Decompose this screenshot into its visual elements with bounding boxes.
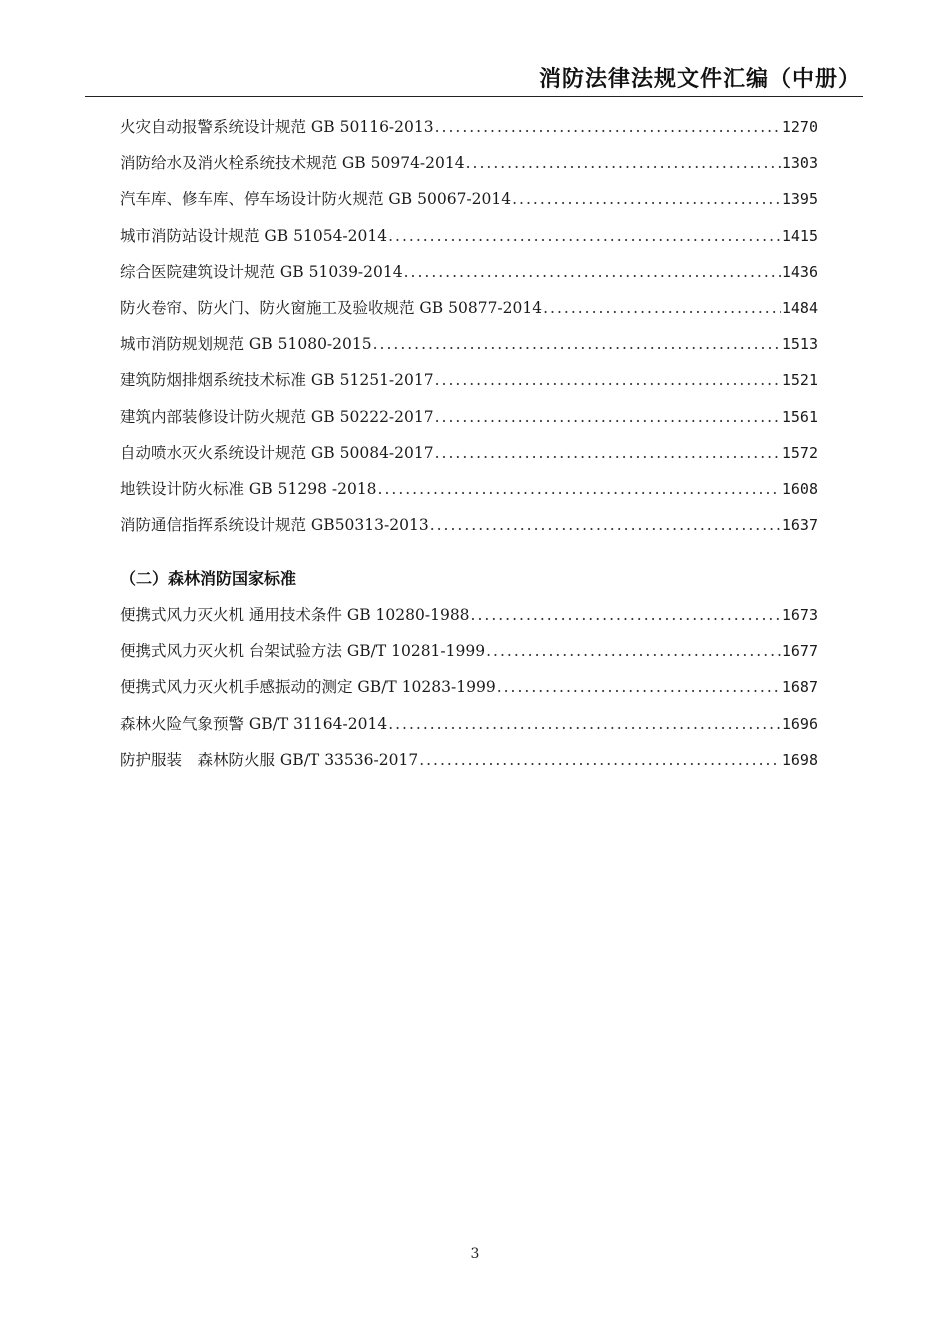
toc-entry-page: 1696 — [781, 714, 818, 733]
toc-entry-title: 自动喷水灭火系统设计规范 GB 50084-2017 — [120, 443, 434, 462]
toc-entry[interactable] — [120, 604, 818, 640]
dot-leader — [404, 261, 781, 283]
toc-entry-title: 消防通信指挥系统设计规范 GB50313-2013 — [120, 516, 429, 535]
toc-entry-page: 1687 — [781, 678, 818, 697]
toc-entry-page: 1513 — [781, 335, 818, 354]
dot-leader — [486, 640, 781, 662]
dot-leader — [388, 225, 781, 247]
dot-leader — [435, 442, 781, 464]
toc-entry[interactable] — [120, 225, 818, 261]
toc-entry[interactable] — [120, 261, 818, 297]
toc-entry-title: 防护服装 森林防火服 GB/T 33536-2017 — [120, 750, 419, 769]
toc-entry[interactable] — [120, 640, 818, 676]
toc-entry-page: 1673 — [781, 606, 818, 624]
dot-leader — [419, 749, 781, 771]
toc-entry[interactable] — [120, 369, 818, 405]
dot-leader — [512, 188, 781, 210]
toc-entry[interactable] — [120, 297, 818, 333]
toc-entry[interactable] — [120, 676, 818, 712]
toc-entry-title: 森林火险气象预警 GB/T 31164-2014 — [120, 714, 388, 733]
toc-entry-page: 1484 — [781, 298, 818, 317]
toc-entry-page: 1395 — [781, 190, 818, 209]
toc-entry[interactable] — [120, 116, 818, 152]
dot-leader — [435, 369, 781, 391]
toc-entry-page: 1436 — [781, 262, 818, 281]
dot-leader — [435, 116, 781, 138]
toc-entry-page: 1677 — [781, 642, 818, 661]
toc-entry-title: 便携式风力灭火机手感振动的测定 GB/T 10283-1999 — [120, 678, 496, 697]
dot-leader — [378, 478, 781, 500]
dot-leader — [471, 604, 781, 626]
toc-entry[interactable] — [120, 333, 818, 369]
toc-entry-page: 1270 — [781, 118, 818, 136]
toc-entry-title: 城市消防站设计规范 GB 51054-2014 — [120, 226, 388, 245]
section-heading: （二）森林消防国家标准 — [120, 569, 297, 588]
toc-entry[interactable] — [120, 188, 818, 224]
dot-leader — [430, 514, 781, 536]
toc-entry-page: 1521 — [781, 371, 818, 390]
dot-leader — [543, 297, 781, 319]
toc-entry-title: 汽车库、修车库、停车场设计防火规范 GB 50067-2014 — [120, 190, 512, 209]
dot-leader — [373, 333, 781, 355]
toc-entry-title: 综合医院建筑设计规范 GB 51039-2014 — [120, 262, 403, 281]
toc-entry-page: 1415 — [781, 226, 818, 245]
toc-entry-page: 1698 — [781, 750, 818, 769]
toc-entry[interactable] — [120, 406, 818, 442]
toc-entry[interactable] — [120, 514, 818, 550]
toc-entry-title: 城市消防规划规范 GB 51080-2015 — [120, 335, 372, 354]
toc-entry[interactable] — [120, 749, 818, 785]
toc-entry-title: 便携式风力灭火机 通用技术条件 GB 10280-1988 — [120, 606, 470, 624]
toc-entry-page: 1561 — [781, 407, 818, 426]
toc-entry-title: 地铁设计防火标准 GB 51298 -2018 — [120, 479, 377, 498]
toc-entry-title: 建筑防烟排烟系统技术标准 GB 51251-2017 — [120, 371, 434, 390]
toc-list-part1 — [120, 116, 818, 550]
toc-entry[interactable] — [120, 442, 818, 478]
toc-entry[interactable] — [120, 478, 818, 514]
toc-entry-page: 1637 — [781, 516, 818, 535]
page-header — [85, 58, 863, 97]
dot-leader — [435, 406, 781, 428]
toc-entry-page: 1572 — [781, 443, 818, 462]
page-number: 3 — [470, 1246, 480, 1262]
toc-entry-title: 建筑内部装修设计防火规范 GB 50222-2017 — [120, 407, 434, 426]
toc-entry-title: 防火卷帘、防火门、防火窗施工及验收规范 GB 50877-2014 — [120, 298, 543, 317]
dot-leader — [388, 713, 781, 735]
document-title: 消防法律法规文件汇编（中册） — [538, 67, 861, 92]
dot-leader — [497, 676, 781, 698]
toc-entry-title: 消防给水及消火栓系统技术规范 GB 50974-2014 — [120, 154, 465, 173]
toc-entry-page: 1303 — [781, 154, 818, 173]
toc-entry[interactable] — [120, 713, 818, 749]
toc-list-part2 — [120, 604, 818, 785]
toc-entry[interactable] — [120, 152, 818, 188]
toc-entry-page: 1608 — [781, 479, 818, 498]
dot-leader — [466, 152, 781, 174]
toc-entry-title: 便携式风力灭火机 台架试验方法 GB/T 10281-1999 — [120, 642, 486, 661]
toc-entry-title: 火灾自动报警系统设计规范 GB 50116-2013 — [120, 118, 434, 136]
